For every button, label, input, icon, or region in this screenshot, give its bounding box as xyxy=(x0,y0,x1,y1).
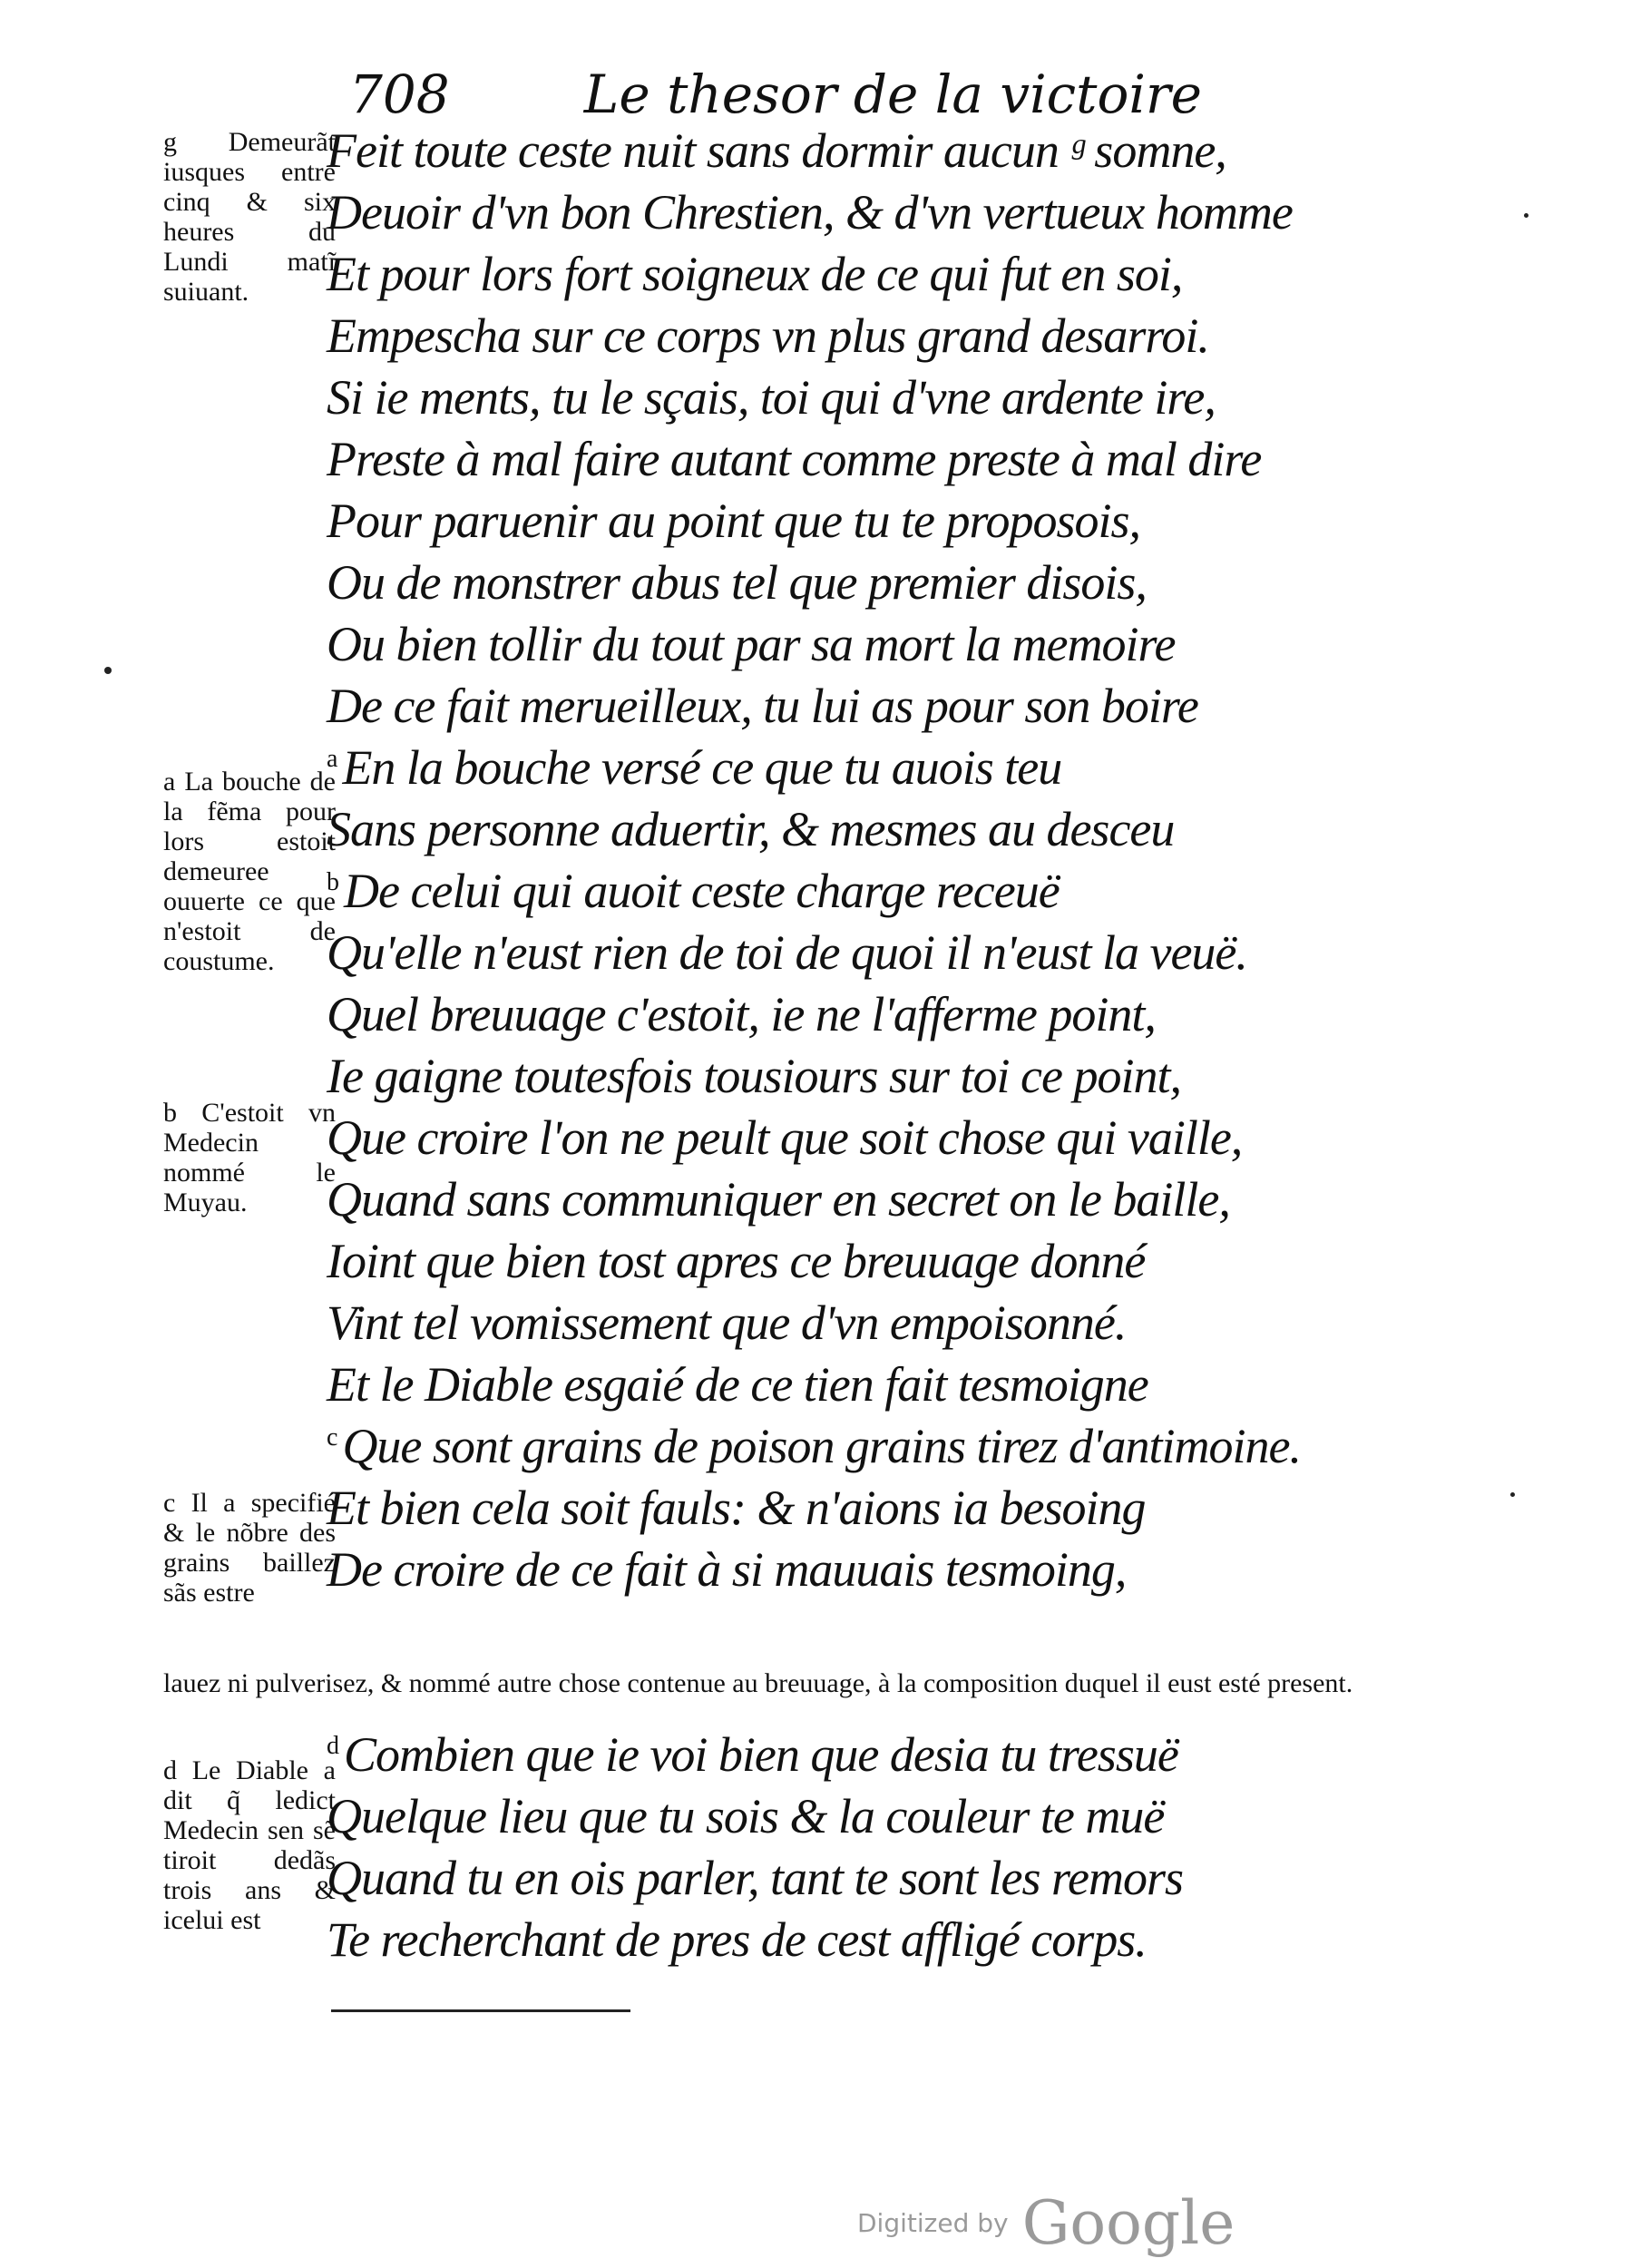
verse-line: Qu'elle n'eust rien de toi de quoi il n'eust la veuë. xyxy=(327,925,1247,980)
verse-line: Quand tu en ois parler, tant te sont les remors xyxy=(327,1851,1183,1905)
note-key-a: a xyxy=(327,745,337,773)
bottom-rule xyxy=(331,2009,630,2012)
verse-line: Ou de monstrer abus tel que premier disois, xyxy=(327,555,1147,610)
verse-line: Ie gaigne toutesfois tousiours sur toi ce point, xyxy=(327,1049,1181,1103)
verse-line: Quel breuuage c'estoit, ie ne l'afferme point, xyxy=(327,987,1156,1041)
scan-speck xyxy=(104,667,112,674)
margin-note-g: g Demeurãt iusques entre cinq & six heures du Lundi matĩ suiuant. xyxy=(163,127,336,307)
scan-speck xyxy=(1510,1492,1515,1497)
verse-line: De croire de ce fait à si mauuais tesmoing, xyxy=(327,1542,1127,1597)
page-header xyxy=(349,64,1202,127)
margin-note-c-continuation: lauez ni pulverisez, & nommé autre chose contenue au breuuage, à la composition duquel il eust esté present. xyxy=(163,1668,1353,1698)
verse-line: Et pour lors fort soigneux de ce qui fut en soi, xyxy=(327,247,1183,301)
verse-line-text: Combien que ie voi bien que desia tu tressuë xyxy=(344,1727,1178,1782)
margin-note-b: b C'estoit vn Medecin nommé le Muyau. xyxy=(163,1098,336,1217)
page-number: 708 xyxy=(349,64,450,125)
verse-line: Vint tel vomissement que d'vn empoisonné. xyxy=(327,1295,1127,1350)
note-key-c: c xyxy=(327,1423,337,1452)
note-key-b: b xyxy=(327,868,338,896)
verse-line: Et bien cela soit fauls: & n'aions ia besoing xyxy=(327,1481,1146,1535)
margin-note-a: a La bouche de la fẽma pour lors estoit demeuree ouuerte ce que n'estoit de coustume. xyxy=(163,767,336,976)
verse-line: Quand sans communiquer en secret on le baille, xyxy=(327,1172,1230,1227)
verse-line: Quelque lieu que tu sois & la couleur te muë xyxy=(327,1789,1165,1843)
verse-line-text: De celui qui auoit ceste charge receuë xyxy=(344,864,1060,918)
verse-line: Pour paruenir au point que tu te proposois, xyxy=(327,494,1140,548)
verse-line: Sans personne aduertir, & mesmes au desceu xyxy=(327,802,1175,856)
verse-line: Ou bien tollir du tout par sa mort la memoire xyxy=(327,617,1176,671)
google-logo: Google xyxy=(1021,2188,1235,2258)
verse-line: Te recherchant de pres de cest affligé corps. xyxy=(327,1912,1147,1967)
verse-line-keyed xyxy=(327,1418,1301,1474)
verse-line: Si ie ments, tu le sçais, toi qui d'vne ardente ire, xyxy=(327,370,1216,425)
verse-line-keyed xyxy=(327,863,1060,919)
verse-line: Que croire l'on ne peult que soit chose qui vaille, xyxy=(327,1110,1243,1165)
scan-speck xyxy=(1524,213,1528,218)
verse-line: Feit toute ceste nuit sans dormir aucun ᵍ somne, xyxy=(327,123,1226,178)
running-title: Le thesor de la victoire xyxy=(583,64,1202,125)
verse-line: De ce fait merueilleux, tu lui as pour son boire xyxy=(327,679,1198,733)
verse-line: Empescha sur ce corps vn plus grand desarroi. xyxy=(327,308,1209,363)
digitized-watermark xyxy=(857,2188,1235,2258)
margin-note-d: d Le Diable a dit q̃ ledict Medecin sen sẽ tiroit dedãs trois ans & icelui est xyxy=(163,1755,336,1935)
verse-line: Deuoir d'vn bon Chrestien, & d'vn vertueux homme xyxy=(327,185,1293,240)
verse-line: Ioint que bien tost apres ce breuuage donné xyxy=(327,1234,1146,1288)
verse-line-text: En la bouche versé ce que tu auois teu xyxy=(342,740,1062,795)
margin-note-c: c Il a specifié & le nõbre des grains baillez sãs estre xyxy=(163,1488,336,1608)
verse-line-keyed xyxy=(327,739,1061,796)
verse-line: Preste à mal faire autant comme preste à mal dire xyxy=(327,432,1262,486)
watermark-prefix: Digitized by xyxy=(857,2208,1009,2238)
verse-line: Et le Diable esgaié de ce tien fait tesmoigne xyxy=(327,1357,1148,1412)
verse-line-keyed xyxy=(327,1726,1178,1783)
note-key-d: d xyxy=(327,1732,338,1760)
verse-line-text: Que sont grains de poison grains tirez d'antimoine. xyxy=(342,1419,1301,1473)
